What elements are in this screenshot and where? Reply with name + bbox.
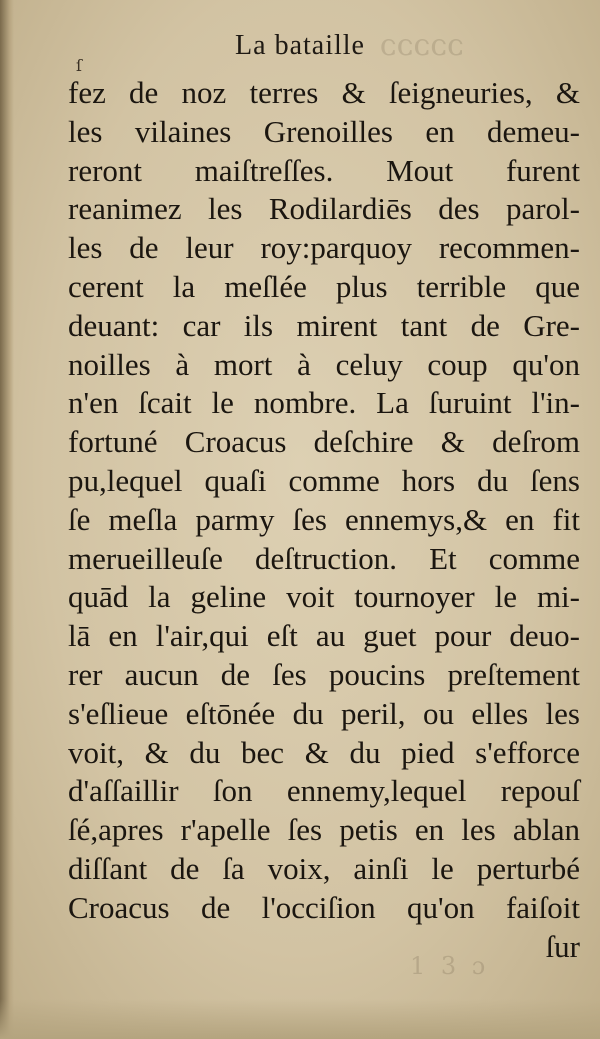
catchword: ſur (545, 928, 580, 964)
text-line-15: lā en l'air,qui eſt au guet pour deuo- (68, 618, 580, 654)
text-block (68, 74, 580, 966)
text-line-20: ſé,apres r'apelle ſes petis en les ablan (68, 812, 580, 848)
text-line-10: fortuné Croacus deſchire & deſrom (68, 424, 580, 460)
page-gutter-shadow (0, 0, 14, 1039)
text-line-18: voit, & du bec & du pied s'efforce (68, 734, 580, 770)
text-line-7: deuant: car ils mirent tant de Gre- (68, 307, 580, 343)
page-bottom-shadow (0, 999, 600, 1039)
text-line-4: reanimez les Rodilardiēs des parol- (68, 191, 580, 227)
text-line-3: reront maiſtreſſes. Mout furent (68, 152, 580, 188)
text-line-1: fez de noz terres & ſeigneuries, & (68, 75, 580, 110)
bleed-through-marks-bottom: 1 3 ɔ (410, 952, 490, 980)
running-head: La bataille (235, 30, 365, 61)
margin-mark: ſ (76, 56, 82, 75)
bleed-through-marks: ɔɔɔɔɔ (380, 28, 465, 63)
text-line-22: Croacus de l'occiſion qu'on faiſoit (68, 889, 580, 925)
text-line-14: quād la geline voit tournoyer le mi- (68, 579, 580, 615)
text-line-8: noilles à mort à celuy coup qu'on (68, 346, 580, 382)
text-line-9: n'en ſcait le nombre. La ſuruint l'in- (68, 385, 580, 421)
text-line-12: ſe meſla parmy ſes ennemys,& en fit (68, 501, 580, 537)
text-line-16: rer aucun de ſes poucins preſtement (68, 656, 580, 692)
text-line-6: cerent la meſlée plus terrible que (68, 268, 580, 304)
text-line-11: pu,lequel quaſi comme hors du ſens (68, 462, 580, 498)
text-line-21: diſſant de ſa voix, ainſi le perturbé (68, 850, 580, 886)
text-line-2: les vilaines Grenoilles en demeu- (68, 113, 580, 149)
text-line-17: s'eſlieue eſtōnée du peril, ou elles les (68, 695, 580, 731)
text-line-5: les de leur roy:parquoy recommen- (68, 230, 580, 266)
text-line-13: merueilleuſe deſtruction. Et comme (68, 540, 580, 576)
text-line-19: d'aſſaillir ſon ennemy,lequel repouſ (68, 773, 580, 809)
